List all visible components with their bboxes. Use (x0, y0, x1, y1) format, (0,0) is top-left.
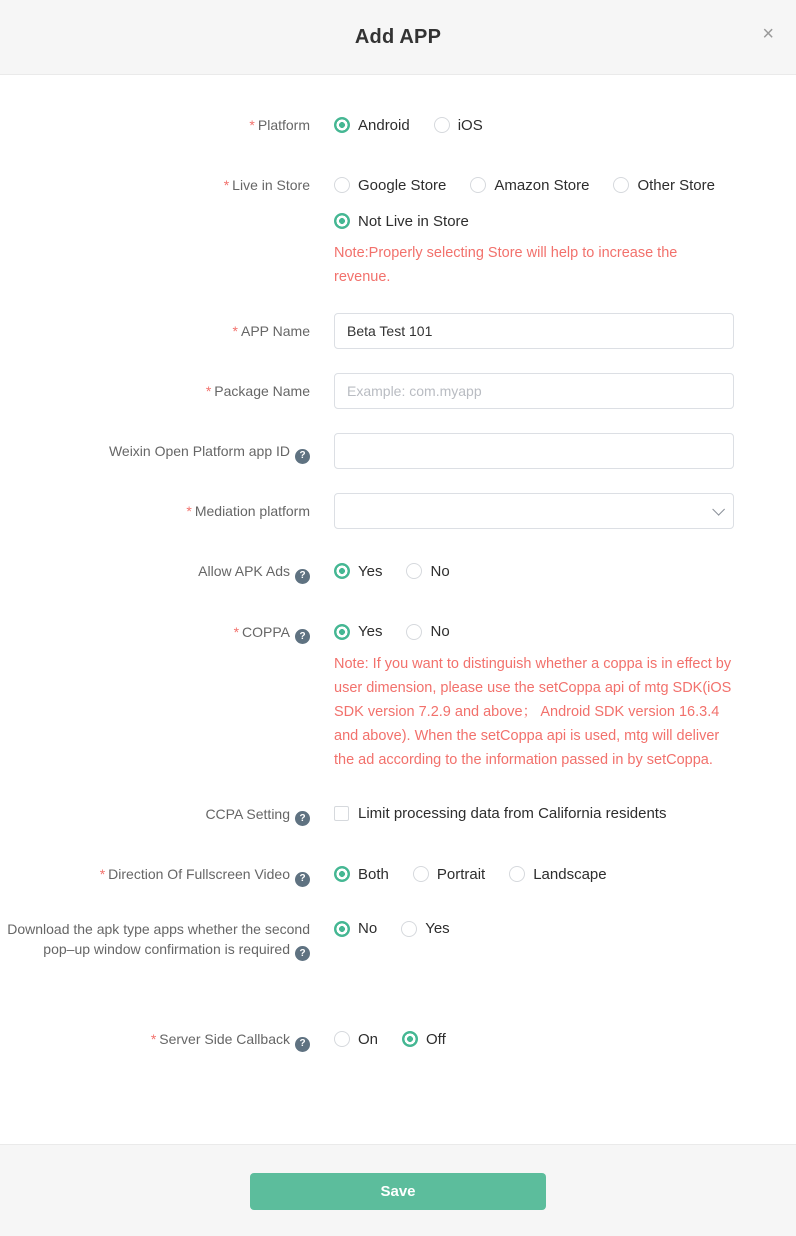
mediation-platform-select[interactable] (334, 493, 734, 529)
checkbox-unchecked-icon (334, 806, 349, 821)
radio-unchecked-icon (401, 921, 417, 937)
chevron-down-icon (712, 503, 725, 516)
help-icon[interactable]: ? (295, 811, 310, 826)
radio-coppa-yes[interactable] (334, 623, 382, 640)
package-name-input[interactable] (334, 373, 734, 409)
radio-label: On (358, 1030, 379, 1048)
allow-apk-ads-label (0, 559, 310, 584)
form-row-ccpa (0, 802, 796, 827)
close-icon[interactable]: × (756, 22, 780, 46)
radio-direction-portrait[interactable] (413, 866, 485, 883)
radio-android[interactable] (334, 117, 410, 134)
radio-group-server-callback (334, 1027, 734, 1051)
radio-callback-on[interactable] (334, 1031, 378, 1048)
save-button[interactable]: Save (250, 1173, 546, 1210)
radio-unchecked-icon (406, 563, 422, 579)
form-row-apk-download-confirmation (0, 917, 796, 962)
coppa-note: Note: If you want to distinguish whether a coppa is in effect by user dimension, please use the setCoppa api of mtg SDK(iOS SDK version 7.2.9 and above； Android SDK version 16.3.4 and above). When the setCoppa api is used, mtg will deliver the ad according to the information passed in by setCoppa. (334, 655, 732, 768)
label-text: APP Name (241, 323, 310, 339)
radio-amazon-store[interactable] (470, 177, 589, 194)
radio-label: Yes (358, 623, 383, 640)
radio-label: Portrait (436, 865, 486, 883)
app-name-control (334, 313, 734, 349)
package-name-control (334, 373, 734, 409)
radio-unchecked-icon (434, 117, 450, 133)
modal-header (0, 0, 796, 75)
radio-checked-icon (334, 117, 350, 133)
radio-label: Amazon Store (494, 176, 590, 194)
radio-label: Both (358, 865, 389, 883)
radio-label: Not Live in Store (358, 212, 469, 230)
required-asterisk: * (99, 866, 106, 882)
weixin-app-id-label (0, 433, 310, 469)
radio-callback-off[interactable] (402, 1031, 446, 1048)
coppa-label (0, 620, 310, 772)
label-text: Mediation platform (194, 503, 310, 519)
allow-apk-ads-options (334, 559, 734, 584)
ccpa-checkbox-line (334, 802, 734, 826)
radio-direction-landscape[interactable] (509, 866, 606, 883)
direction-options (334, 862, 734, 887)
label-text: COPPA (242, 623, 290, 640)
required-asterisk: * (232, 323, 238, 339)
form-row-coppa (0, 620, 796, 772)
live-in-store-options (334, 173, 734, 289)
radio-direction-both[interactable] (334, 866, 389, 883)
radio-label: Yes (358, 562, 383, 580)
radio-group-platform (334, 113, 734, 137)
radio-checked-icon (334, 921, 350, 937)
radio-label: Landscape (533, 865, 607, 883)
help-icon[interactable]: ? (295, 946, 310, 961)
radio-group-apk-ads (334, 559, 734, 583)
mediation-platform-control (334, 493, 734, 529)
form-row-app-name (0, 313, 796, 349)
radio-unchecked-icon (470, 177, 486, 193)
radio-group-direction (334, 862, 734, 886)
radio-checked-icon (402, 1031, 418, 1047)
required-asterisk: * (186, 503, 192, 519)
weixin-app-id-input[interactable] (334, 433, 734, 469)
weixin-app-id-control (334, 433, 734, 469)
platform-label (0, 113, 310, 137)
radio-google-store[interactable] (334, 177, 446, 194)
form-row-server-side-callback (0, 1027, 796, 1052)
radio-unchecked-icon (509, 866, 525, 882)
ccpa-label (0, 802, 310, 827)
coppa-options (334, 620, 734, 772)
radio-checked-icon (334, 624, 350, 640)
radio-group-coppa (334, 620, 734, 644)
radio-label: Yes (425, 920, 450, 937)
radio-apk-ads-yes[interactable] (334, 563, 382, 580)
modal-footer (0, 1144, 796, 1236)
app-name-input[interactable] (334, 313, 734, 349)
apk-download-confirmation-options (334, 917, 734, 962)
radio-unchecked-icon (334, 1031, 350, 1047)
server-side-callback-label (0, 1027, 310, 1052)
radio-unchecked-icon (334, 177, 350, 193)
radio-apk-download-no[interactable] (334, 920, 377, 937)
radio-group-apk-download (334, 917, 734, 941)
mediation-platform-label (0, 493, 310, 529)
radio-ios[interactable] (434, 117, 483, 134)
help-icon[interactable]: ? (295, 449, 310, 464)
form-row-direction-fullscreen-video (0, 862, 796, 887)
radio-label: Google Store (358, 176, 447, 194)
radio-coppa-no[interactable] (406, 623, 449, 640)
form-row-allow-apk-ads (0, 559, 796, 584)
form-row-platform (0, 113, 796, 137)
help-icon[interactable]: ? (295, 569, 310, 584)
radio-label: Other Store (637, 176, 715, 194)
form-row-weixin-app-id (0, 433, 796, 469)
radio-apk-download-yes[interactable] (401, 920, 449, 937)
form-row-package-name (0, 373, 796, 409)
modal-title: Add APP (354, 25, 442, 48)
radio-label: No (430, 562, 450, 580)
label-text: Direction Of Fullscreen Video (108, 866, 290, 882)
radio-group-store-row2 (334, 209, 734, 233)
radio-label: No (358, 920, 378, 937)
radio-label: No (430, 623, 450, 640)
platform-options (334, 113, 734, 137)
required-asterisk: * (223, 177, 230, 193)
live-in-store-label (0, 173, 310, 289)
label-text: Server Side Callback (159, 1031, 290, 1047)
form-row-live-in-store (0, 173, 796, 289)
form-row-mediation-platform (0, 493, 796, 529)
ccpa-checkbox-option[interactable] (334, 805, 666, 822)
radio-unchecked-icon (413, 866, 429, 882)
required-asterisk: * (233, 623, 240, 640)
server-side-callback-options (334, 1027, 734, 1052)
app-name-label (0, 313, 310, 349)
radio-apk-ads-no[interactable] (406, 563, 449, 580)
label-text: Platform (257, 117, 310, 133)
label-text: Allow APK Ads (198, 563, 290, 579)
help-icon[interactable]: ? (295, 1037, 310, 1052)
radio-other-store[interactable] (613, 177, 715, 194)
radio-checked-icon (334, 213, 350, 229)
label-text: Package Name (214, 383, 310, 399)
label-text: CCPA Setting (205, 805, 290, 822)
label-text: Live in Store (232, 177, 310, 193)
radio-group-store-row1 (334, 173, 734, 197)
checkbox-label: Limit processing data from California residents (358, 805, 667, 822)
radio-label: Android (358, 116, 410, 134)
ccpa-control (334, 802, 734, 827)
radio-unchecked-icon (406, 624, 422, 640)
radio-label: Off (426, 1030, 446, 1048)
modal-body (0, 75, 796, 1144)
radio-checked-icon (334, 563, 350, 579)
label-text: Download the apk type apps whether the second pop–up window confirmation is required (7, 920, 310, 957)
direction-label (0, 862, 310, 887)
required-asterisk: * (249, 117, 255, 133)
radio-label: iOS (457, 116, 483, 134)
help-icon[interactable]: ? (295, 872, 310, 887)
radio-checked-icon (334, 866, 350, 882)
radio-not-live-in-store[interactable] (334, 213, 469, 230)
store-note: Note:Properly selecting Store will help to increase the revenue. (334, 245, 678, 285)
apk-download-confirmation-label (0, 917, 310, 962)
radio-unchecked-icon (613, 177, 629, 193)
package-name-label (0, 373, 310, 409)
required-asterisk: * (150, 1031, 157, 1047)
label-text: Weixin Open Platform app ID (108, 443, 290, 459)
help-icon[interactable]: ? (295, 629, 310, 644)
required-asterisk: * (205, 383, 212, 399)
